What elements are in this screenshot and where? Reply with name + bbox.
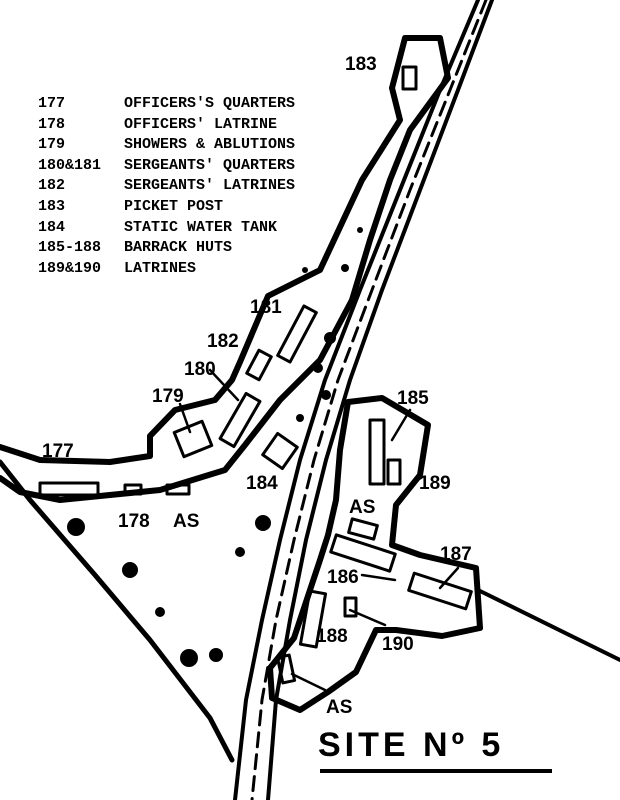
boundary-line-left (0, 462, 232, 760)
title-underline (320, 769, 552, 773)
legend-code: 184 (38, 218, 66, 236)
tree-icon (209, 648, 223, 662)
legend-code: 178 (38, 115, 66, 133)
boundary-line-right (478, 590, 620, 660)
label-190: 190 (382, 634, 414, 655)
label-177: 177 (42, 441, 74, 462)
legend-row (38, 218, 295, 239)
label-185: 185 (397, 388, 429, 409)
legend-desc: PICKET POST (124, 197, 224, 215)
legend-row (38, 238, 295, 259)
building-183 (403, 67, 416, 89)
building-179 (174, 421, 212, 456)
building-184 (263, 433, 298, 468)
legend-desc: SHOWERS & ABLUTIONS (124, 136, 296, 154)
label-189: 189 (419, 473, 451, 494)
label-186: 186 (327, 567, 359, 588)
legend-row (38, 259, 295, 280)
tree-icon (67, 518, 85, 536)
label-188: 188 (316, 626, 348, 647)
label-182: 182 (207, 331, 239, 352)
building-189 (388, 460, 400, 484)
leader-as-lower (292, 674, 325, 690)
label-187: 187 (440, 544, 472, 565)
legend-code: 189&190 (38, 259, 102, 277)
tree-icon (324, 332, 336, 344)
site-title: SITE Nº 5 (318, 726, 505, 764)
legend-row (38, 176, 295, 197)
label-181: 181 (250, 297, 282, 318)
legend-row (38, 156, 295, 177)
leader-186 (362, 575, 395, 580)
label-178: 178 (118, 511, 150, 532)
legend-desc: BARRACK HUTS (124, 239, 233, 257)
leader-185 (392, 410, 410, 440)
legend-desc: SERGEANTS' QUARTERS (124, 156, 296, 174)
legend-desc: STATIC WATER TANK (124, 218, 278, 236)
building-181 (278, 306, 317, 362)
tree-icon (155, 607, 165, 617)
tree-icon (302, 267, 308, 273)
building-185 (370, 420, 384, 484)
label-as-middle: AS (349, 497, 376, 518)
tree-icon (341, 264, 349, 272)
tree-icon (321, 390, 331, 400)
label-179: 179 (152, 386, 184, 407)
legend-code: 183 (38, 197, 66, 215)
legend-row (38, 197, 295, 218)
tree-icon (180, 649, 198, 667)
legend-code: 182 (38, 177, 66, 195)
tree-icon (122, 562, 138, 578)
label-as-left: AS (173, 511, 200, 532)
legend-desc: OFFICERS'S QUARTERS (124, 95, 296, 112)
legend-code: 179 (38, 136, 66, 154)
legend-row (38, 115, 295, 136)
label-as-lower: AS (326, 697, 353, 718)
building-as-upper (349, 519, 378, 539)
legend-desc: LATRINES (124, 259, 197, 277)
label-183: 183 (345, 54, 377, 75)
tree-icon (296, 414, 304, 422)
legend-row (38, 94, 295, 115)
legend (38, 94, 295, 279)
building-180 (220, 393, 260, 446)
tree-icon (357, 227, 363, 233)
label-180: 180 (184, 359, 216, 380)
legend-desc: SERGEANTS' LATRINES (124, 177, 296, 195)
building-177 (40, 483, 98, 495)
tree-icon (255, 515, 271, 531)
building-187 (409, 573, 472, 609)
legend-code: 177 (38, 95, 66, 112)
building-190 (345, 598, 356, 616)
legend-desc: OFFICERS' LATRINE (124, 115, 278, 133)
building-182 (247, 350, 272, 380)
tree-icon (313, 363, 323, 373)
legend-code: 180&181 (38, 156, 102, 174)
legend-row (38, 135, 295, 156)
legend-code: 185-188 (38, 239, 102, 257)
label-184: 184 (246, 473, 278, 494)
tree-icon (235, 547, 245, 557)
building-186 (331, 535, 396, 571)
